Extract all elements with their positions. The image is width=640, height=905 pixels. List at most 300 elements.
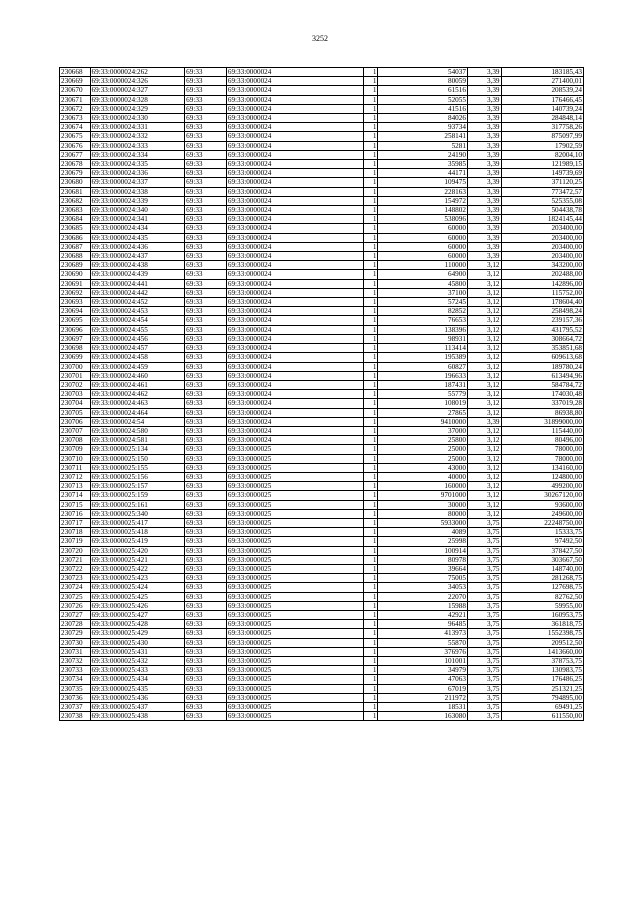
row-id-cell: 230685 — [60, 224, 91, 233]
cadastral-number-cell: 69:33:0000025:150 — [90, 454, 185, 463]
row-id-cell: 230706 — [60, 417, 91, 426]
specific-value-cell: 3,75 — [467, 620, 501, 629]
cadastral-number-cell: 69:33:0000024:457 — [90, 344, 185, 353]
cadastral-quarter-cell: 69:33:0000025 — [226, 546, 363, 555]
specific-value-cell: 3,39 — [467, 150, 501, 159]
specific-value-cell: 3,12 — [467, 380, 501, 389]
area-cell: 76653 — [378, 316, 468, 325]
cadastral-quarter-cell: 69:33:0000025 — [226, 583, 363, 592]
cadastral-number-cell: 69:33:0000024:452 — [90, 298, 185, 307]
table-row — [60, 288, 584, 297]
specific-value-cell: 3,39 — [467, 169, 501, 178]
area-cell: 413973 — [378, 629, 468, 638]
cadastral-quarter-cell: 69:33:0000024 — [226, 178, 363, 187]
cadastral-quarter-cell: 69:33:0000024 — [226, 206, 363, 215]
cadastral-value-cell: 353851,68 — [501, 344, 583, 353]
cadastral-quarter-cell: 69:33:0000025 — [226, 528, 363, 537]
cadastral-number-cell: 69:33:0000024:458 — [90, 353, 185, 362]
area-cell: 80000 — [378, 509, 468, 518]
district-code-cell: 69:33 — [185, 482, 227, 491]
specific-value-cell: 3,12 — [467, 270, 501, 279]
row-id-cell: 230707 — [60, 426, 91, 435]
area-cell: 67019 — [378, 684, 468, 693]
cadastral-number-cell: 69:33:0000024:333 — [90, 141, 185, 150]
district-code-cell: 69:33 — [185, 564, 227, 573]
table-row — [60, 445, 584, 454]
cadastral-number-cell: 69:33:0000025:433 — [90, 666, 185, 675]
specific-value-cell: 3,39 — [467, 68, 501, 77]
count-cell: 1 — [364, 629, 378, 638]
cadastral-value-cell: 176486,25 — [501, 675, 583, 684]
area-cell: 82852 — [378, 307, 468, 316]
specific-value-cell: 3,39 — [467, 224, 501, 233]
cadastral-value-cell: 115440,00 — [501, 426, 583, 435]
area-cell: 163080 — [378, 712, 468, 721]
table-row — [60, 123, 584, 132]
cadastral-value-cell: 525355,08 — [501, 196, 583, 205]
count-cell: 1 — [364, 666, 378, 675]
specific-value-cell: 3,12 — [467, 261, 501, 270]
cadastral-value-cell: 78000,00 — [501, 454, 583, 463]
row-id-cell: 230712 — [60, 472, 91, 481]
cadastral-value-cell: 378753,75 — [501, 657, 583, 666]
table-row — [60, 362, 584, 371]
row-id-cell: 230690 — [60, 270, 91, 279]
cadastral-number-cell: 69:33:0000025:427 — [90, 610, 185, 619]
cadastral-value-cell: 203400,00 — [501, 242, 583, 251]
specific-value-cell: 3,39 — [467, 132, 501, 141]
count-cell: 1 — [364, 454, 378, 463]
area-cell: 101001 — [378, 657, 468, 666]
cadastral-value-cell: 308664,72 — [501, 334, 583, 343]
specific-value-cell: 3,75 — [467, 675, 501, 684]
specific-value-cell: 3,75 — [467, 601, 501, 610]
district-code-cell: 69:33 — [185, 390, 227, 399]
area-cell: 40000 — [378, 472, 468, 481]
cadastral-value-cell: 142896,00 — [501, 279, 583, 288]
cadastral-number-cell: 69:33:0000025:157 — [90, 482, 185, 491]
cadastral-value-cell: 82762,50 — [501, 592, 583, 601]
row-id-cell: 230710 — [60, 454, 91, 463]
cadastral-quarter-cell: 69:33:0000025 — [226, 463, 363, 472]
cadastral-quarter-cell: 69:33:0000025 — [226, 684, 363, 693]
cadastral-number-cell: 69:33:0000024:334 — [90, 150, 185, 159]
cadastral-value-cell: 124800,00 — [501, 472, 583, 481]
row-id-cell: 230675 — [60, 132, 91, 141]
district-code-cell: 69:33 — [185, 500, 227, 509]
count-cell: 1 — [364, 334, 378, 343]
cadastral-quarter-cell: 69:33:0000024 — [226, 160, 363, 169]
specific-value-cell: 3,39 — [467, 160, 501, 169]
area-cell: 60000 — [378, 224, 468, 233]
cadastral-quarter-cell: 69:33:0000024 — [226, 233, 363, 242]
district-code-cell: 69:33 — [185, 316, 227, 325]
row-id-cell: 230715 — [60, 500, 91, 509]
cadastral-quarter-cell: 69:33:0000025 — [226, 647, 363, 656]
cadastral-number-cell: 69:33:0000025:418 — [90, 528, 185, 537]
area-cell: 25000 — [378, 445, 468, 454]
specific-value-cell: 3,12 — [467, 509, 501, 518]
area-cell: 9701000 — [378, 491, 468, 500]
cadastral-value-cell: 251321,25 — [501, 684, 583, 693]
specific-value-cell: 3,39 — [467, 123, 501, 132]
area-cell: 5281 — [378, 141, 468, 150]
cadastral-value-table — [59, 67, 584, 721]
district-code-cell: 69:33 — [185, 362, 227, 371]
cadastral-quarter-cell: 69:33:0000024 — [226, 334, 363, 343]
table-row — [60, 307, 584, 316]
row-id-cell: 230699 — [60, 353, 91, 362]
row-id-cell: 230670 — [60, 86, 91, 95]
cadastral-quarter-cell: 69:33:0000024 — [226, 426, 363, 435]
district-code-cell: 69:33 — [185, 463, 227, 472]
area-cell: 80059 — [378, 77, 468, 86]
cadastral-number-cell: 69:33:0000024:436 — [90, 242, 185, 251]
area-cell: 54037 — [378, 68, 468, 77]
district-code-cell: 69:33 — [185, 574, 227, 583]
district-code-cell: 69:33 — [185, 233, 227, 242]
table-row — [60, 426, 584, 435]
cadastral-value-cell: 130983,75 — [501, 666, 583, 675]
count-cell: 1 — [364, 592, 378, 601]
area-cell: 18531 — [378, 703, 468, 712]
specific-value-cell: 3,75 — [467, 693, 501, 702]
cadastral-quarter-cell: 69:33:0000025 — [226, 537, 363, 546]
area-cell: 113414 — [378, 344, 468, 353]
table-row — [60, 436, 584, 445]
cadastral-number-cell: 69:33:0000025:155 — [90, 463, 185, 472]
cadastral-quarter-cell: 69:33:0000024 — [226, 95, 363, 104]
specific-value-cell: 3,75 — [467, 564, 501, 573]
cadastral-number-cell: 69:33:0000025:134 — [90, 445, 185, 454]
cadastral-quarter-cell: 69:33:0000025 — [226, 610, 363, 619]
cadastral-value-cell: 203400,00 — [501, 233, 583, 242]
table-row — [60, 703, 584, 712]
row-id-cell: 230679 — [60, 169, 91, 178]
cadastral-quarter-cell: 69:33:0000025 — [226, 601, 363, 610]
district-code-cell: 69:33 — [185, 638, 227, 647]
cadastral-value-cell: 249600,00 — [501, 509, 583, 518]
specific-value-cell: 3,75 — [467, 638, 501, 647]
count-cell: 1 — [364, 408, 378, 417]
area-cell: 5933000 — [378, 518, 468, 527]
count-cell: 1 — [364, 380, 378, 389]
cadastral-quarter-cell: 69:33:0000024 — [226, 408, 363, 417]
count-cell: 1 — [364, 215, 378, 224]
cadastral-number-cell: 69:33:0000025:340 — [90, 509, 185, 518]
cadastral-value-cell: 284848,14 — [501, 114, 583, 123]
row-id-cell: 230687 — [60, 242, 91, 251]
row-id-cell: 230674 — [60, 123, 91, 132]
cadastral-number-cell: 69:33:0000024:326 — [90, 77, 185, 86]
count-cell: 1 — [364, 564, 378, 573]
district-code-cell: 69:33 — [185, 178, 227, 187]
district-code-cell: 69:33 — [185, 307, 227, 316]
count-cell: 1 — [364, 307, 378, 316]
table-row — [60, 712, 584, 721]
count-cell: 1 — [364, 150, 378, 159]
count-cell: 1 — [364, 528, 378, 537]
row-id-cell: 230719 — [60, 537, 91, 546]
area-cell: 148802 — [378, 206, 468, 215]
cadastral-quarter-cell: 69:33:0000024 — [226, 380, 363, 389]
row-id-cell: 230692 — [60, 288, 91, 297]
area-cell: 75005 — [378, 574, 468, 583]
row-id-cell: 230689 — [60, 261, 91, 270]
cadastral-value-cell: 80496,00 — [501, 436, 583, 445]
row-id-cell: 230703 — [60, 390, 91, 399]
district-code-cell: 69:33 — [185, 408, 227, 417]
row-id-cell: 230708 — [60, 436, 91, 445]
row-id-cell: 230680 — [60, 178, 91, 187]
district-code-cell: 69:33 — [185, 95, 227, 104]
cadastral-number-cell: 69:33:0000025:425 — [90, 592, 185, 601]
district-code-cell: 69:33 — [185, 86, 227, 95]
specific-value-cell: 3,12 — [467, 408, 501, 417]
district-code-cell: 69:33 — [185, 436, 227, 445]
specific-value-cell: 3,39 — [467, 252, 501, 261]
cadastral-value-cell: 281268,75 — [501, 574, 583, 583]
specific-value-cell: 3,39 — [467, 104, 501, 113]
district-code-cell: 69:33 — [185, 187, 227, 196]
row-id-cell: 230720 — [60, 546, 91, 555]
row-id-cell: 230683 — [60, 206, 91, 215]
cadastral-number-cell: 69:33:0000024:338 — [90, 187, 185, 196]
specific-value-cell: 3,75 — [467, 666, 501, 675]
specific-value-cell: 3,12 — [467, 426, 501, 435]
row-id-cell: 230698 — [60, 344, 91, 353]
specific-value-cell: 3,39 — [467, 215, 501, 224]
cadastral-number-cell: 69:33:0000025:438 — [90, 712, 185, 721]
cadastral-number-cell: 69:33:0000024:461 — [90, 380, 185, 389]
table-row — [60, 620, 584, 629]
cadastral-number-cell: 69:33:0000024:456 — [90, 334, 185, 343]
area-cell: 108019 — [378, 399, 468, 408]
count-cell: 1 — [364, 482, 378, 491]
cadastral-quarter-cell: 69:33:0000025 — [226, 657, 363, 666]
cadastral-number-cell: 69:33:0000024:455 — [90, 325, 185, 334]
row-id-cell: 230735 — [60, 684, 91, 693]
specific-value-cell: 3,39 — [467, 242, 501, 251]
table-row — [60, 68, 584, 77]
cadastral-value-cell: 30267120,00 — [501, 491, 583, 500]
row-id-cell: 230725 — [60, 592, 91, 601]
cadastral-value-cell: 86938,80 — [501, 408, 583, 417]
count-cell: 1 — [364, 77, 378, 86]
cadastral-quarter-cell: 69:33:0000024 — [226, 436, 363, 445]
specific-value-cell: 3,75 — [467, 574, 501, 583]
district-code-cell: 69:33 — [185, 454, 227, 463]
cadastral-number-cell: 69:33:0000024:453 — [90, 307, 185, 316]
area-cell: 42921 — [378, 610, 468, 619]
specific-value-cell: 3,39 — [467, 77, 501, 86]
cadastral-number-cell: 69:33:0000024:340 — [90, 206, 185, 215]
area-cell: 84026 — [378, 114, 468, 123]
district-code-cell: 69:33 — [185, 610, 227, 619]
count-cell: 1 — [364, 86, 378, 95]
cadastral-number-cell: 69:33:0000024:331 — [90, 123, 185, 132]
district-code-cell: 69:33 — [185, 592, 227, 601]
count-cell: 1 — [364, 325, 378, 334]
specific-value-cell: 3,39 — [467, 417, 501, 426]
district-code-cell: 69:33 — [185, 298, 227, 307]
row-id-cell: 230738 — [60, 712, 91, 721]
cadastral-quarter-cell: 69:33:0000025 — [226, 555, 363, 564]
district-code-cell: 69:33 — [185, 380, 227, 389]
count-cell: 1 — [364, 298, 378, 307]
district-code-cell: 69:33 — [185, 169, 227, 178]
cadastral-quarter-cell: 69:33:0000024 — [226, 417, 363, 426]
cadastral-number-cell: 69:33:0000024:454 — [90, 316, 185, 325]
cadastral-quarter-cell: 69:33:0000025 — [226, 666, 363, 675]
cadastral-value-cell: 176466,45 — [501, 95, 583, 104]
area-cell: 60827 — [378, 362, 468, 371]
row-id-cell: 230697 — [60, 334, 91, 343]
cadastral-number-cell: 69:33:0000024:460 — [90, 371, 185, 380]
cadastral-number-cell: 69:33:0000025:434 — [90, 675, 185, 684]
cadastral-value-cell: 303667,50 — [501, 555, 583, 564]
row-id-cell: 230695 — [60, 316, 91, 325]
cadastral-quarter-cell: 69:33:0000024 — [226, 279, 363, 288]
cadastral-value-cell: 794895,00 — [501, 693, 583, 702]
cadastral-value-cell: 178604,40 — [501, 298, 583, 307]
cadastral-quarter-cell: 69:33:0000024 — [226, 242, 363, 251]
cadastral-quarter-cell: 69:33:0000025 — [226, 638, 363, 647]
district-code-cell: 69:33 — [185, 77, 227, 86]
row-id-cell: 230693 — [60, 298, 91, 307]
district-code-cell: 69:33 — [185, 399, 227, 408]
area-cell: 45800 — [378, 279, 468, 288]
area-cell: 25000 — [378, 454, 468, 463]
row-id-cell: 230668 — [60, 68, 91, 77]
cadastral-value-cell: 31899000,00 — [501, 417, 583, 426]
row-id-cell: 230704 — [60, 399, 91, 408]
specific-value-cell: 3,39 — [467, 196, 501, 205]
district-code-cell: 69:33 — [185, 160, 227, 169]
table-row — [60, 380, 584, 389]
district-code-cell: 69:33 — [185, 546, 227, 555]
row-id-cell: 230709 — [60, 445, 91, 454]
cadastral-quarter-cell: 69:33:0000024 — [226, 150, 363, 159]
row-id-cell: 230705 — [60, 408, 91, 417]
district-code-cell: 69:33 — [185, 657, 227, 666]
area-cell: 35985 — [378, 160, 468, 169]
cadastral-value-cell: 149739,69 — [501, 169, 583, 178]
district-code-cell: 69:33 — [185, 344, 227, 353]
cadastral-quarter-cell: 69:33:0000024 — [226, 390, 363, 399]
table-row — [60, 583, 584, 592]
cadastral-number-cell: 69:33:0000024:327 — [90, 86, 185, 95]
cadastral-quarter-cell: 69:33:0000024 — [226, 141, 363, 150]
area-cell: 52055 — [378, 95, 468, 104]
count-cell: 1 — [364, 242, 378, 251]
cadastral-value-cell: 613494,96 — [501, 371, 583, 380]
table-row — [60, 104, 584, 113]
row-id-cell: 230688 — [60, 252, 91, 261]
cadastral-value-cell: 271400,01 — [501, 77, 583, 86]
row-id-cell: 230736 — [60, 693, 91, 702]
district-code-cell: 69:33 — [185, 279, 227, 288]
table-row — [60, 693, 584, 702]
cadastral-number-cell: 69:33:0000025:431 — [90, 647, 185, 656]
district-code-cell: 69:33 — [185, 693, 227, 702]
cadastral-quarter-cell: 69:33:0000025 — [226, 491, 363, 500]
cadastral-value-cell: 504438,78 — [501, 206, 583, 215]
specific-value-cell: 3,39 — [467, 86, 501, 95]
table-row — [60, 509, 584, 518]
specific-value-cell: 3,39 — [467, 187, 501, 196]
cadastral-value-cell: 371120,25 — [501, 178, 583, 187]
area-cell: 376976 — [378, 647, 468, 656]
cadastral-quarter-cell: 69:33:0000025 — [226, 693, 363, 702]
cadastral-value-cell: 378427,50 — [501, 546, 583, 555]
cadastral-number-cell: 69:33:0000024:441 — [90, 279, 185, 288]
district-code-cell: 69:33 — [185, 684, 227, 693]
cadastral-number-cell: 69:33:0000025:421 — [90, 555, 185, 564]
district-code-cell: 69:33 — [185, 104, 227, 113]
table-row — [60, 279, 584, 288]
district-code-cell: 69:33 — [185, 150, 227, 159]
district-code-cell: 69:33 — [185, 583, 227, 592]
specific-value-cell: 3,12 — [467, 445, 501, 454]
area-cell: 138396 — [378, 325, 468, 334]
area-cell: 60000 — [378, 233, 468, 242]
row-id-cell: 230716 — [60, 509, 91, 518]
count-cell: 1 — [364, 344, 378, 353]
district-code-cell: 69:33 — [185, 703, 227, 712]
row-id-cell: 230731 — [60, 647, 91, 656]
district-code-cell: 69:33 — [185, 666, 227, 675]
cadastral-value-cell: 148740,00 — [501, 564, 583, 573]
cadastral-quarter-cell: 69:33:0000025 — [226, 564, 363, 573]
area-cell: 24190 — [378, 150, 468, 159]
cadastral-quarter-cell: 69:33:0000024 — [226, 123, 363, 132]
cadastral-value-cell: 82004,10 — [501, 150, 583, 159]
cadastral-quarter-cell: 69:33:0000024 — [226, 104, 363, 113]
cadastral-value-cell: 875097,99 — [501, 132, 583, 141]
district-code-cell: 69:33 — [185, 555, 227, 564]
cadastral-value-cell: 78000,00 — [501, 445, 583, 454]
cadastral-number-cell: 69:33:0000024:341 — [90, 215, 185, 224]
cadastral-quarter-cell: 69:33:0000024 — [226, 344, 363, 353]
specific-value-cell: 3,75 — [467, 684, 501, 693]
specific-value-cell: 3,12 — [467, 325, 501, 334]
cadastral-number-cell: 69:33:0000025:161 — [90, 500, 185, 509]
count-cell: 1 — [364, 647, 378, 656]
area-cell: 39664 — [378, 564, 468, 573]
specific-value-cell: 3,75 — [467, 528, 501, 537]
cadastral-value-cell: 773472,57 — [501, 187, 583, 196]
district-code-cell: 69:33 — [185, 242, 227, 251]
specific-value-cell: 3,75 — [467, 657, 501, 666]
row-id-cell: 230696 — [60, 325, 91, 334]
cadastral-value-cell: 1824145,44 — [501, 215, 583, 224]
count-cell: 1 — [364, 169, 378, 178]
row-id-cell: 230671 — [60, 95, 91, 104]
specific-value-cell: 3,12 — [467, 436, 501, 445]
table-row — [60, 491, 584, 500]
district-code-cell: 69:33 — [185, 224, 227, 233]
cadastral-number-cell: 69:33:0000025:424 — [90, 583, 185, 592]
table-row — [60, 270, 584, 279]
count-cell: 1 — [364, 196, 378, 205]
area-cell: 80978 — [378, 555, 468, 564]
table-row — [60, 86, 584, 95]
district-code-cell: 69:33 — [185, 270, 227, 279]
cadastral-value-cell: 1552398,75 — [501, 629, 583, 638]
cadastral-value-cell: 609613,68 — [501, 353, 583, 362]
count-cell: 1 — [364, 160, 378, 169]
